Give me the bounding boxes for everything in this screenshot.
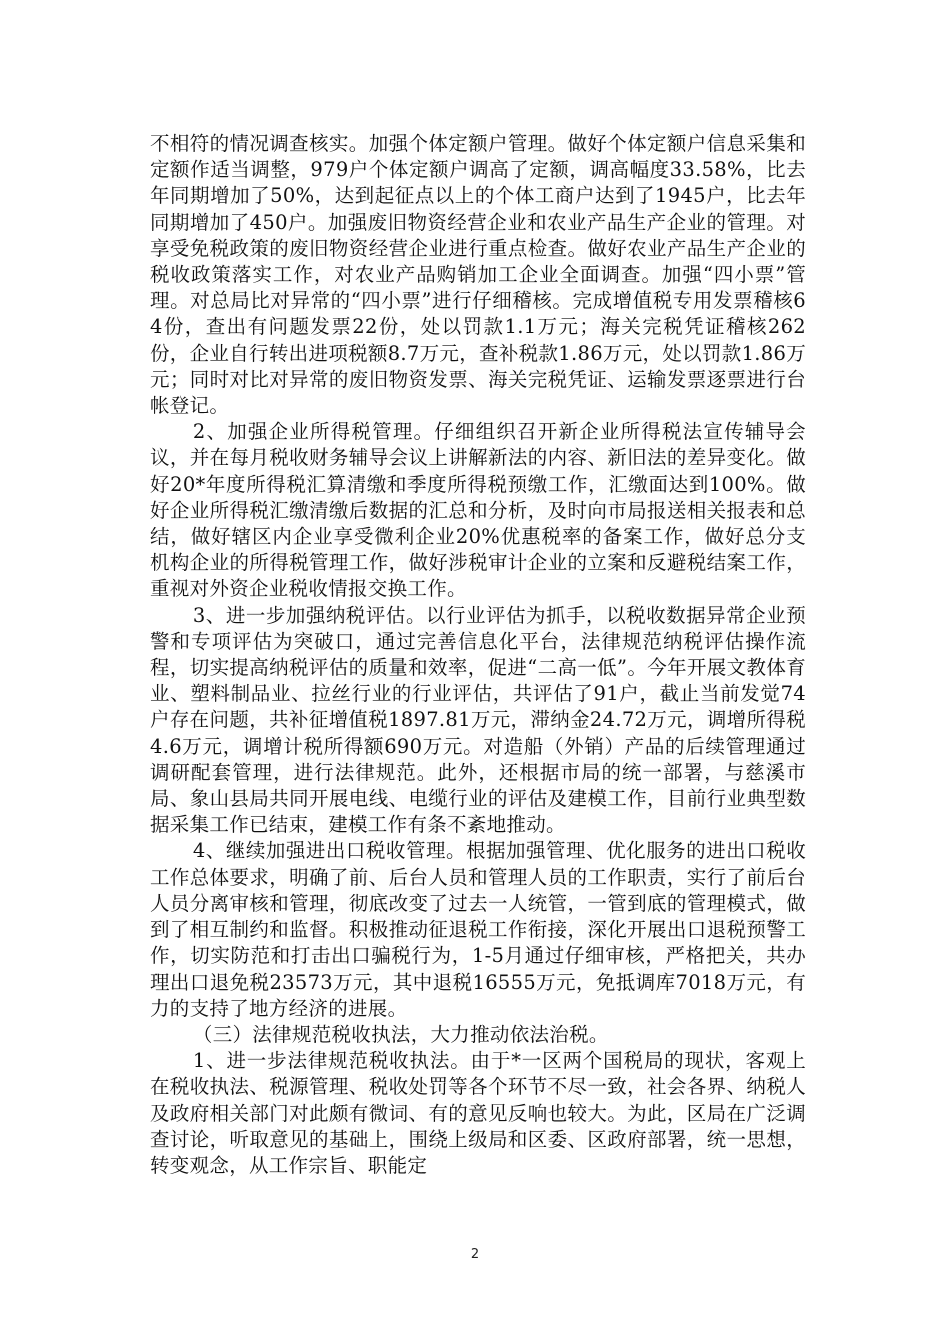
page-number: 2 <box>470 1247 480 1262</box>
paragraph-1: 不相符的情况调查核实。加强个体定额户管理。做好个体定额户信息采集和定额作适当调整，979户个体定额户调高了定额，调高幅度33.58%，比去年同期增加了50%，达到起征点以上的个体工商户达到了1945户，比去年同期增加了450户。加强废旧物资经营企业和农业产品生产企业的管理。对享受免税政策的废旧物资经营企业进行重点检查。做好农业产品生产企业的税收政策落实工作，对农业产品购销加工企业全面调查。加强“四小票”管理。对总局比对异常的“四小票”进行仔细稽核。完成增值税专用发票稽核64份，查出有问题发票22份，处以罚款1.1万元；海关完税凭证稽核262份，企业自行转出进项税额8.7万元，查补税款1.86万元，处以罚款1.86万元；同时对比对异常的废旧物资发票、海关完税凭证、运输发票逐票进行台帐登记。 <box>150 132 806 418</box>
paragraph-2: 2、加强企业所得税管理。仔细组织召开新企业所得税法宣传辅导会议，并在每月税收财务辅导会议上讲解新法的内容、新旧法的差异变化。做好20*年度所得税汇算清缴和季度所得税预缴工作，汇缴面达到100%。做好企业所得税汇缴清缴后数据的汇总和分析，及时向市局报送相关报表和总结，做好辖区内企业享受微利企业20%优惠税率的备案工作，做好总分支机构企业的所得税管理工作，做好涉税审计企业的立案和反避税结案工作，重视对外资企业税收情报交换工作。 <box>150 420 806 601</box>
paragraph-3: 3、进一步加强纳税评估。以行业评估为抓手，以税收数据异常企业预警和专项评估为突破口，通过完善信息化平台，法律规范纳税评估操作流程，切实提高纳税评估的质量和效率，促进“二高一低”。今年开展文教体育业、塑料制品业、拉丝行业的行业评估，共评估了91户，截止当前发觉74户存在问题，共补征增值税1897.81万元，滞纳金24.72万元，调增所得税4.6万元，调增计税所得额690万元。对造船（外销）产品的后续管理通过调研配套管理，进行法律规范。此外，还根据市局的统一部署，与慈溪市局、象山县局共同开展电线、电缆行业的评估及建模工作，目前行业典型数据采集工作已结束，建模工作有条不紊地推动。 <box>150 603 806 837</box>
section-heading: （三）法律规范税收执法，大力推动依法治税。 <box>192 1022 609 1046</box>
document-body <box>150 131 806 1179</box>
paragraph-5: 1、进一步法律规范税收执法。由于*一区两个国税局的现状，客观上在税收执法、税源管理、税收处罚等各个环节不尽一致，社会各界、纳税人及政府相关部门对此颇有微词、有的意见反响也较大。为此，区局在广泛调查讨论，听取意见的基础上，围绕上级局和区委、区政府部署，统一思想，转变观念，从工作宗旨、职能定 <box>150 1049 806 1177</box>
paragraph-4: 4、继续加强进出口税收管理。根据加强管理、优化服务的进出口税收工作总体要求，明确了前、后台人员和管理人员的工作职责，实行了前后台人员分离审核和管理，彻底改变了过去一人统管，一管到底的管理模式，做到了相互制约和监督。积极推动征退税工作衔接，深化开展出口退税预警工作，切实防范和打击出口骗税行为，1-5月通过仔细审核，严格把关，共办理出口退免税23573万元，其中退税16555万元，免抵调库7018万元，有力的支持了地方经济的进展。 <box>150 839 806 1020</box>
